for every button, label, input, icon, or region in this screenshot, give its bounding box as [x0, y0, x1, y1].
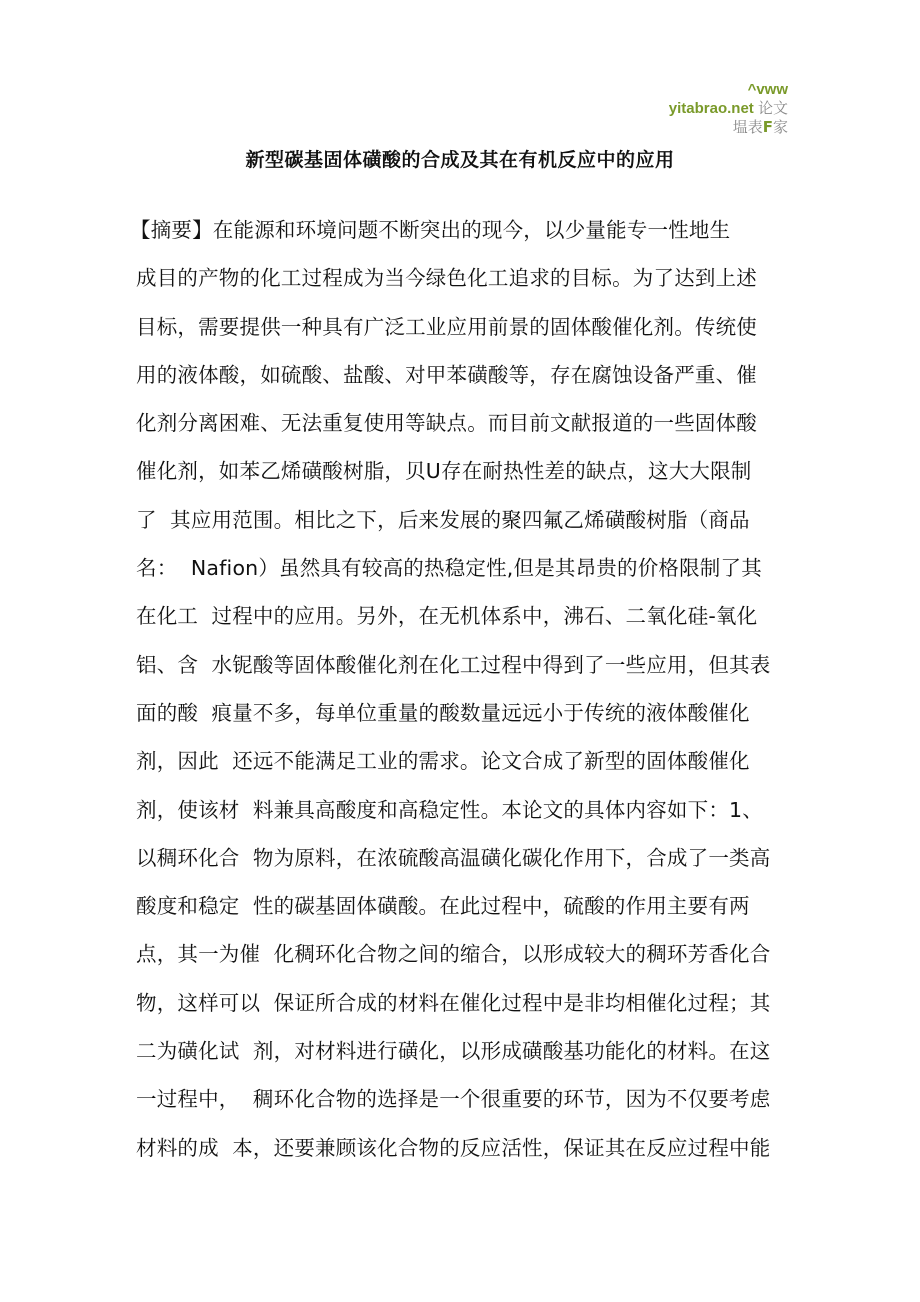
- text-line: 在化工 过程中的应用。另外，在无机体系中，沸石、二氧化硅-氧化: [136, 604, 758, 629]
- watermark-line-3c: 家: [772, 118, 788, 136]
- text-line: 以稠环化合 物为原料，在浓硫酸高温磺化碳化作用下，合成了一类高: [136, 845, 771, 870]
- text-line: 一过程中， 稠环化合物的选择是一个很重要的环节，因为不仅要考虑: [136, 1087, 771, 1112]
- text-line: 剂，因此 还远不能满足工业的需求。论文合成了新型的固体酸催化: [136, 749, 750, 774]
- text-line: 面的酸 痕量不多，每单位重量的酸数量远远小于传统的液体酸催化: [136, 700, 750, 725]
- watermark-site: yitabrao.net: [668, 100, 754, 117]
- text-line: 用的液体酸，如硫酸、盐酸、对甲苯磺酸等，存在腐蚀设备严重、催: [136, 362, 757, 387]
- text-line: 剂，使该材 料兼具高酸度和高稳定性。本论文的具体内容如下：1、: [136, 797, 763, 822]
- text-line: 化剂分离困难、无法重复使用等缺点。而目前文献报道的一些固体酸: [136, 411, 757, 436]
- text-line: 材料的成 本，还要兼顾该化合物的反应活性，保证其在反应过程中能: [136, 1135, 771, 1160]
- text-line: 点，其一为催 化稠环化合物之间的缩合，以形成较大的稠环芳香化合: [136, 942, 771, 967]
- text-line: 酸度和稳定 性的碳基固体磺酸。在此过程中，硫酸的作用主要有两: [136, 894, 750, 919]
- text-line: 了 其应用范围。相比之下，后来发展的聚四氟乙烯磺酸树脂（商品: [136, 507, 750, 532]
- watermark-logo: [669, 80, 788, 137]
- watermark-line-3: [669, 118, 788, 137]
- watermark-line-1: ^vww: [747, 81, 788, 98]
- watermark-cn: 论文: [757, 99, 788, 117]
- text-line: 二为磺化试 剂，对材料进行磺化，以形成磺酸基功能化的材料。在这: [136, 1039, 771, 1064]
- document-title: 新型碳基固体磺酸的合成及其在有机反应中的应用: [245, 149, 675, 171]
- text-line: 成目的产物的化工过程成为当今绿色化工追求的目标。为了达到上述: [136, 266, 757, 291]
- text-line: 【摘要】在能源和环境问题不断突出的现今，以少量能专一性地生: [130, 218, 731, 242]
- text-line: 催化剂，如苯乙烯磺酸树脂，贝U存在耐热性差的缺点，这大大限制: [136, 459, 752, 484]
- watermark-line-2: [669, 99, 788, 118]
- abstract-body: [130, 206, 801, 1172]
- text-line: 物，这样可以 保证所合成的材料在催化过程中是非均相催化过程；其: [136, 990, 771, 1015]
- text-line: 目标，需要提供一种具有广泛工业应用前景的固体酸催化剂。传统使: [136, 314, 757, 339]
- text-line: 铝、含 水铌酸等固体酸催化剂在化工过程中得到了一些应用，但其表: [136, 652, 771, 677]
- text-line: 名： Nafion）虽然具有较高的热稳定性,但是其昂贵的价格限制了其: [136, 556, 762, 581]
- watermark-line-3a: 塭表: [732, 118, 763, 136]
- watermark-line-3b: F: [762, 118, 773, 136]
